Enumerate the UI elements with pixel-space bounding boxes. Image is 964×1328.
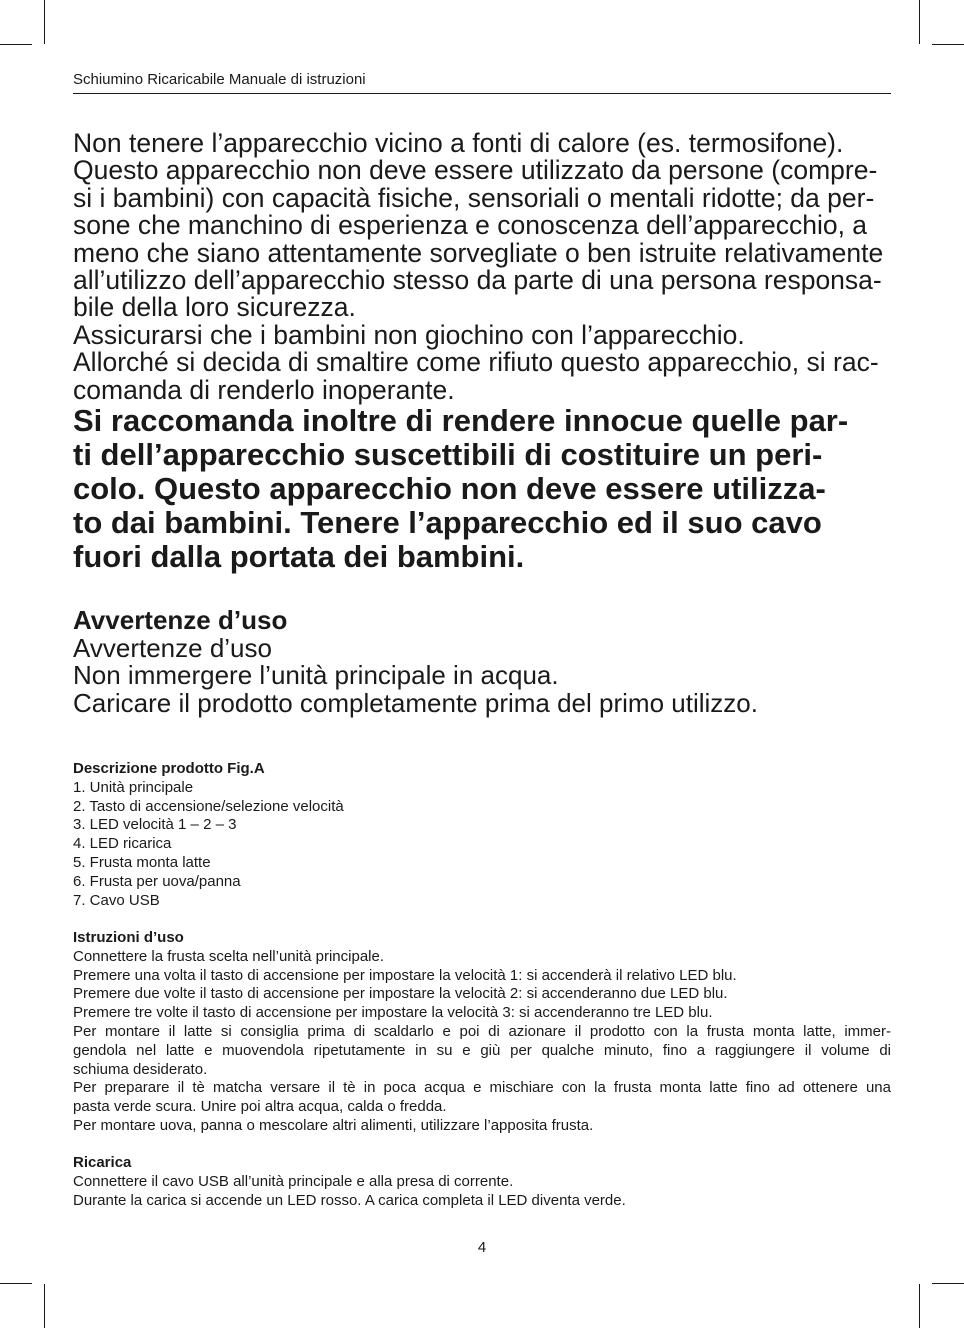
text-line: gendola nel latte e muovendola ripetutamente in su e giù per qualche minuto, fino a raggiungere il volume di: [73, 1041, 891, 1059]
page-number: 4: [477, 1239, 487, 1256]
product-description-section: [73, 760, 891, 910]
bold-warning: [73, 404, 891, 574]
text-line: Avvertenze d’uso: [73, 632, 272, 663]
text-line: schiuma desiderato.: [73, 1060, 208, 1078]
text-line: Questo apparecchio non deve essere utilizzato da persone (compre-: [73, 155, 878, 186]
header-rule: [73, 93, 891, 94]
list-item: 2. Tasto di accensione/selezione velocità: [73, 797, 344, 815]
text-line: Caricare il prodotto completamente prima del primo utilizzo.: [73, 687, 758, 718]
text-line: Assicurarsi che i bambini non giochino con l’apparecchio.: [73, 319, 745, 350]
list-item: 1. Unità principale: [73, 778, 194, 796]
text-line: Premere tre volte il tasto di accensione per impostare la velocità 3: si accenderanno tre LED blu.: [73, 1004, 713, 1022]
crop-mark: [932, 44, 964, 45]
text-line: bile della loro sicurezza.: [73, 292, 356, 323]
text-line: Allorché si decida di smaltire come rifiuto questo apparecchio, si rac-: [73, 347, 879, 378]
list-item: 7. Cavo USB: [73, 891, 160, 909]
crop-mark: [932, 1283, 964, 1284]
charging-section: [73, 1154, 891, 1210]
safety-intro: [73, 130, 891, 404]
text-line: Premere una volta il tasto di accensione per impostare la velocità 1: si accenderà il relativo LED blu.: [73, 966, 737, 984]
text-line: pasta verde scura. Unire poi altra acqua, calda o fredda.: [73, 1098, 447, 1116]
text-line: Non immergere l’unità principale in acqua.: [73, 660, 559, 690]
running-header: Schiumino Ricaricabile Manuale di istruzioni: [73, 71, 366, 88]
text-line: colo. Questo apparecchio non deve essere utilizza-: [73, 471, 826, 506]
text-line: Premere due volte il tasto di accensione per impostare la velocità 2: si accenderanno due LED blu.: [73, 985, 728, 1003]
text-line: Si raccomanda inoltre di rendere innocue quelle par-: [73, 403, 849, 438]
usage-warnings-section: [73, 607, 891, 717]
list-item: 5. Frusta monta latte: [73, 853, 211, 871]
text-line: all’utilizzo dell’apparecchio stesso da parte di una persona responsa-: [73, 265, 882, 296]
section-heading: Istruzioni d’uso: [73, 929, 184, 946]
crop-mark: [44, 1284, 45, 1328]
section-heading: Avvertenze d’uso: [73, 605, 288, 635]
instructions-section: [73, 929, 891, 1136]
crop-mark: [919, 1284, 920, 1328]
crop-mark: [0, 44, 32, 45]
section-heading: Descrizione prodotto Fig.A: [73, 760, 265, 777]
text-line: ti dell’apparecchio suscettibili di costituire un peri-: [73, 437, 823, 472]
list-item: 3. LED velocità 1 – 2 – 3: [73, 816, 237, 834]
text-line: Durante la carica si accende un LED rosso. A carica completa il LED diventa verde.: [73, 1191, 626, 1209]
list-item: 6. Frusta per uova/panna: [73, 872, 241, 890]
crop-mark: [44, 0, 45, 44]
text-line: Per preparare il tè matcha versare il tè in poca acqua e mischiare con la frusta monta latte fino ad ottenere una: [73, 1079, 891, 1097]
text-line: sone che manchino di esperienza e conoscenza dell’apparecchio, a: [73, 210, 868, 241]
text-line: Per montare il latte si consiglia prima di scaldarlo e poi di azionare il prodotto con la frusta monta latte, immer-: [73, 1022, 891, 1040]
text-line: fuori dalla portata dei bambini.: [73, 539, 525, 574]
section-heading: Ricarica: [73, 1154, 132, 1171]
text-line: Per montare uova, panna o mescolare altri alimenti, utilizzare l’apposita frusta.: [73, 1116, 594, 1134]
text-line: meno che siano attentamente sorvegliate o ben istruite relativamente: [73, 237, 884, 268]
list-item: 4. LED ricarica: [73, 835, 172, 853]
text-line: si i bambini) con capacità fisiche, sensoriali o mentali ridotte; da per-: [73, 182, 875, 213]
text-line: Connettere la frusta scelta nell’unità principale.: [73, 947, 385, 965]
crop-mark: [919, 0, 920, 44]
text-line: Connettere il cavo USB all’unità principale e alla presa di corrente.: [73, 1172, 514, 1190]
text-line: Non tenere l’apparecchio vicino a fonti di calore (es. termosifone).: [73, 128, 844, 158]
crop-mark: [0, 1283, 32, 1284]
text-line: comanda di renderlo inoperante.: [73, 374, 455, 405]
text-line: to dai bambini. Tenere l’apparecchio ed il suo cavo: [73, 505, 822, 540]
